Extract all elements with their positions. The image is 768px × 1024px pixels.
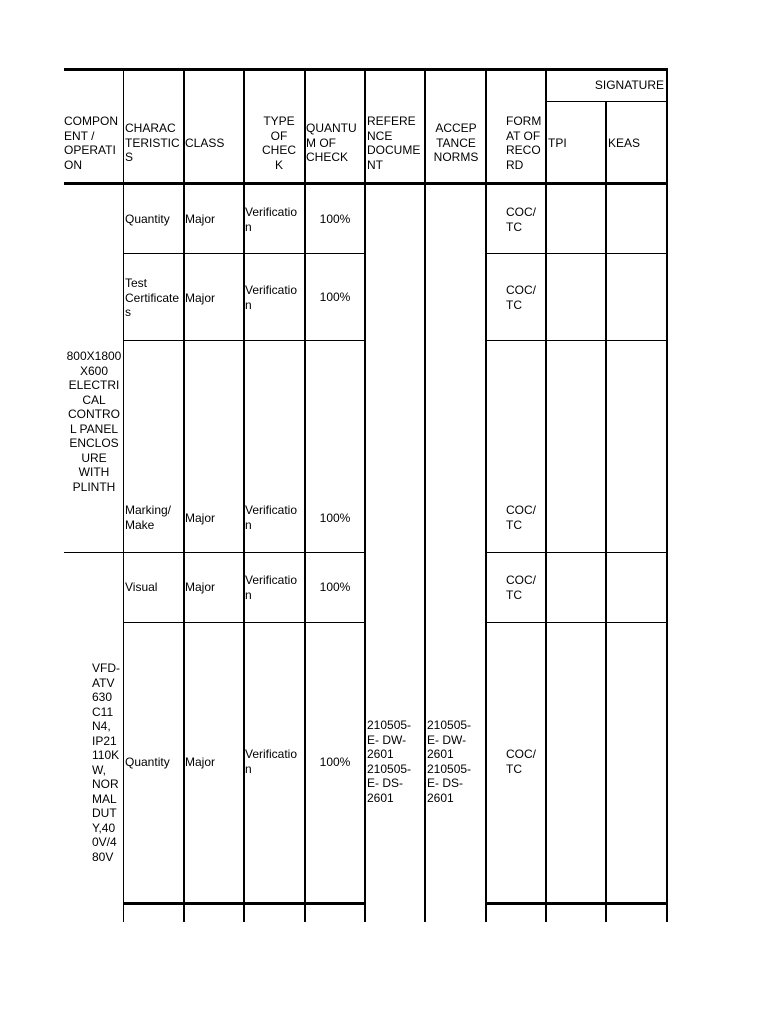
col-divider (605, 101, 607, 922)
row-divider (123, 340, 365, 341)
header-signature: SIGNATURE (594, 78, 664, 92)
quantum-cell: 100% (319, 580, 351, 594)
row-divider (485, 622, 668, 623)
format-cell: COC/ TC (506, 503, 536, 532)
row-divider (64, 552, 365, 553)
class-cell: Major (185, 291, 216, 305)
header-quantum-of-check: QUANTU M OF CHECK (306, 121, 357, 164)
row-divider (485, 253, 668, 254)
quantum-cell: 100% (319, 755, 351, 769)
format-cell: COC/ TC (506, 573, 536, 602)
col-divider (243, 68, 245, 922)
header-type-of-check: TYPE OF CHEC K (261, 114, 296, 172)
quantum-cell: 100% (319, 212, 351, 226)
acceptance-norms-cell: 210505- E- DW- 2601 210505- E- DS- 2601 (427, 718, 472, 805)
type-of-check-cell: Verificatio n (245, 283, 298, 312)
col-divider (485, 68, 487, 922)
row-divider (123, 902, 366, 905)
type-of-check-cell: Verificatio n (245, 747, 298, 776)
col-divider (183, 68, 185, 922)
row-divider (485, 552, 668, 553)
row-divider (123, 253, 365, 254)
characteristic-cell: Quantity (125, 212, 170, 226)
characteristic-cell: Marking/ Make (125, 503, 172, 532)
row-divider (485, 902, 668, 905)
reference-document-cell: 210505- E- DW- 2601 210505- E- DS- 2601 (367, 718, 412, 805)
quantum-cell: 100% (319, 290, 351, 304)
header-acceptance-norms: ACCEP TANCE NORMS (433, 121, 479, 164)
characteristic-cell: Visual (125, 580, 158, 594)
top-border (64, 68, 668, 71)
component-name: VFD- ATV 630 C11 N4, IP21 110K W, NOR MAL DUT Y,40 0V/4 80V (92, 661, 120, 864)
col-divider (666, 68, 668, 922)
format-cell: COC/ TC (506, 205, 536, 234)
col-divider (304, 68, 306, 922)
header-class: CLASS (185, 136, 225, 150)
row-divider (485, 340, 668, 341)
type-of-check-cell: Verificatio n (245, 205, 298, 234)
quantum-cell: 100% (319, 511, 351, 525)
header-tpi: TPI (548, 136, 567, 150)
header-characteristics: CHARAC TERISTIC S (125, 121, 180, 164)
row-divider (123, 622, 365, 623)
col-divider (364, 68, 366, 922)
characteristic-cell: Test Certificate s (125, 276, 180, 319)
header-bottom-border (64, 182, 668, 185)
header-keas: KEAS (608, 136, 641, 150)
signature-divider (546, 101, 668, 102)
class-cell: Major (185, 212, 216, 226)
component-name: 800X1800 X600 ELECTRI CAL CONTRO L PANEL ENCLOS URE WITH PLINTH (66, 349, 122, 494)
header-format-of-record: FORM AT OF RECO RD (506, 114, 542, 172)
format-cell: COC/ TC (506, 747, 536, 776)
class-cell: Major (185, 755, 216, 769)
format-cell: COC/ TC (506, 283, 536, 312)
class-cell: Major (185, 511, 216, 525)
header-reference-document: REFERE NCE DOCUME NT (367, 114, 421, 172)
characteristic-cell: Quantity (125, 755, 170, 769)
class-cell: Major (185, 580, 216, 594)
type-of-check-cell: Verificatio n (245, 573, 298, 602)
col-divider (545, 68, 547, 922)
type-of-check-cell: Verificatio n (245, 503, 298, 532)
header-component: COMPON ENT / OPERATI ON (64, 114, 118, 172)
